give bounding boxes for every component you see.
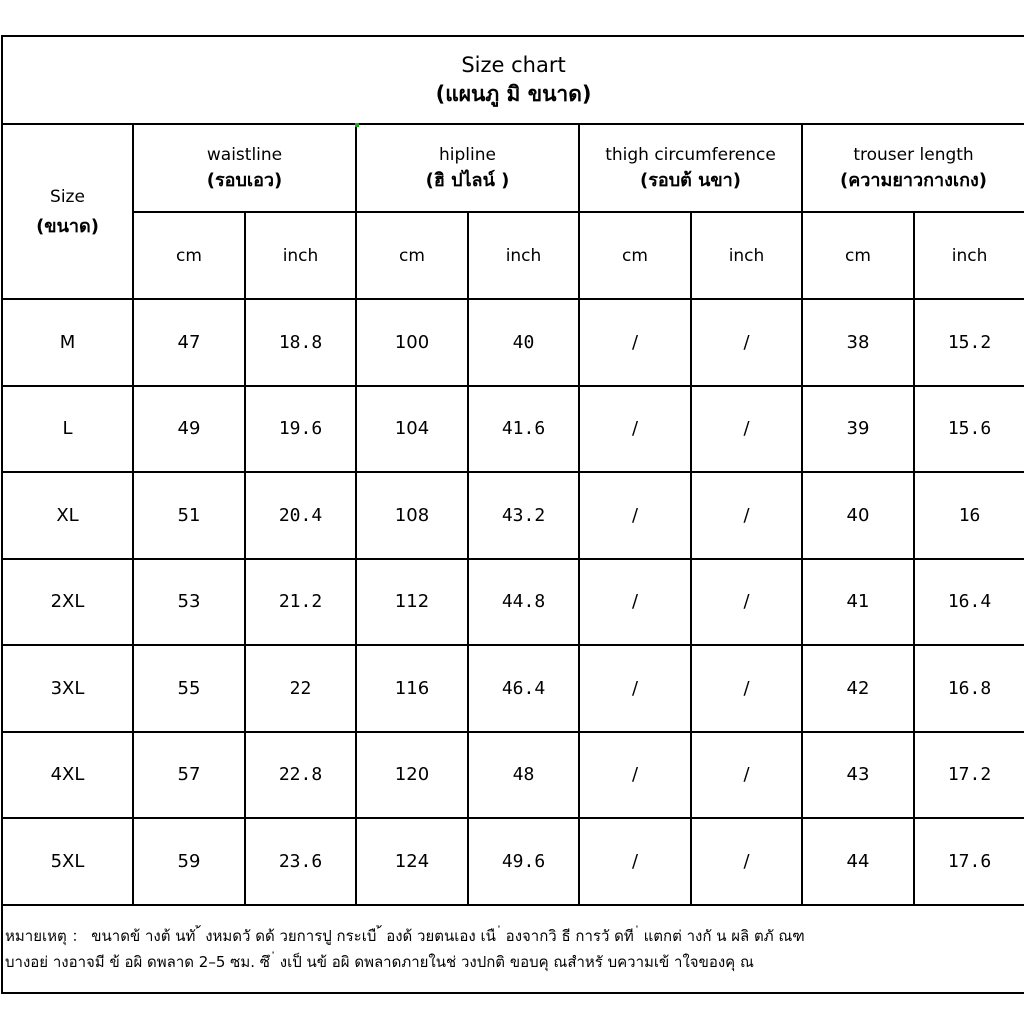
value-cell: 124 — [356, 818, 468, 905]
group-header-trouser-length — [802, 124, 1024, 212]
value-cell: 44 — [802, 818, 914, 905]
value-cell: / — [579, 818, 691, 905]
group-header-label: trouser length — [853, 145, 974, 165]
unit-header: inch — [245, 212, 356, 299]
value-cell: 59 — [133, 818, 245, 905]
value-cell: 41.6 — [468, 386, 579, 473]
value-cell: 104 — [356, 386, 468, 473]
value-cell: 39 — [802, 386, 914, 473]
unit-header: cm — [579, 212, 691, 299]
value-cell: 23.6 — [245, 818, 356, 905]
table-row — [2, 732, 1024, 819]
size-header-label: Size — [50, 186, 85, 207]
value-cell: 21.2 — [245, 559, 356, 646]
value-cell: / — [579, 645, 691, 732]
size-header-label-thai: (ขนาด) — [36, 215, 99, 237]
unit-header: inch — [691, 212, 802, 299]
value-cell: 48 — [468, 732, 579, 819]
value-cell: 17.6 — [914, 818, 1024, 905]
table-row — [2, 472, 1024, 559]
group-header-waistline — [133, 124, 356, 212]
green-marker — [355, 123, 359, 127]
value-cell: 20.4 — [245, 472, 356, 559]
value-cell: 41 — [802, 559, 914, 646]
unit-header: cm — [356, 212, 468, 299]
unit-header: cm — [133, 212, 245, 299]
group-header-label-thai: (ความยาวกางเกง) — [840, 170, 988, 191]
value-cell: / — [691, 386, 802, 473]
value-cell: / — [691, 559, 802, 646]
value-cell: / — [691, 299, 802, 386]
value-cell: 16 — [914, 472, 1024, 559]
group-header-thigh — [579, 124, 802, 212]
size-cell: 5XL — [2, 818, 133, 905]
value-cell: 16.8 — [914, 645, 1024, 732]
value-cell: 40 — [802, 472, 914, 559]
note-line-2: บางอย่ างอาจมี ข้ อผิ ดพลาด 2–5 ซม. ซึ ่ งเป็ นข้ อผิ ดพลาดภายในช่ วงปกติ ขอบคุ ณสำหรั บความเข้ าใจของคุ ณ — [5, 952, 754, 971]
table-row — [2, 299, 1024, 386]
value-cell: 47 — [133, 299, 245, 386]
value-cell: 108 — [356, 472, 468, 559]
value-cell: 57 — [133, 732, 245, 819]
value-cell: 42 — [802, 645, 914, 732]
value-cell: / — [579, 386, 691, 473]
value-cell: 40 — [468, 299, 579, 386]
value-cell: / — [579, 559, 691, 646]
value-cell: / — [691, 818, 802, 905]
value-cell: / — [579, 299, 691, 386]
table-row — [2, 386, 1024, 473]
table-row — [2, 645, 1024, 732]
value-cell: 51 — [133, 472, 245, 559]
value-cell: 49 — [133, 386, 245, 473]
size-cell: 4XL — [2, 732, 133, 819]
value-cell: 18.8 — [245, 299, 356, 386]
value-cell: 46.4 — [468, 645, 579, 732]
value-cell: 43.2 — [468, 472, 579, 559]
group-header-label-thai: (รอบเอว) — [206, 170, 283, 191]
value-cell: 100 — [356, 299, 468, 386]
size-cell: 3XL — [2, 645, 133, 732]
group-header-label-thai: (ฮิ ปไลน์ ) — [425, 170, 510, 191]
value-cell: / — [691, 732, 802, 819]
value-cell: 43 — [802, 732, 914, 819]
group-header-label: thigh circumference — [605, 145, 776, 165]
value-cell: / — [579, 732, 691, 819]
value-cell: 116 — [356, 645, 468, 732]
value-cell: 120 — [356, 732, 468, 819]
value-cell: 44.8 — [468, 559, 579, 646]
value-cell: 49.6 — [468, 818, 579, 905]
size-chart-table — [1, 35, 1024, 994]
chart-title: Size chart — [461, 53, 566, 77]
chart-title-thai: (แผนภู มิ ขนาด) — [435, 82, 592, 106]
unit-header: inch — [914, 212, 1024, 299]
chart-title-cell — [2, 36, 1024, 124]
unit-header: inch — [468, 212, 579, 299]
value-cell: 55 — [133, 645, 245, 732]
group-header-label: hipline — [439, 145, 496, 165]
value-cell: / — [579, 472, 691, 559]
value-cell: / — [691, 645, 802, 732]
value-cell: 15.2 — [914, 299, 1024, 386]
size-cell: XL — [2, 472, 133, 559]
group-header-hipline — [356, 124, 579, 212]
group-header-label: waistline — [206, 145, 283, 165]
value-cell: 53 — [133, 559, 245, 646]
table-row — [2, 559, 1024, 646]
value-cell: 19.6 — [245, 386, 356, 473]
group-header-label-thai: (รอบต้ นขา) — [639, 170, 742, 191]
table-row — [2, 818, 1024, 905]
value-cell: 17.2 — [914, 732, 1024, 819]
value-cell: 15.6 — [914, 386, 1024, 473]
value-cell: 112 — [356, 559, 468, 646]
note-line-1: หมายเหตุ ： ขนาดข้ างต้ นทั ้ งหมดวั ดด้ วยการปู กระเบื ้ องด้ วยตนเอง เนื ่ องจากวิ ธี การวั ดที ่ แตกต่ างกั น ผลิ ตภั ณฑ — [5, 926, 805, 945]
value-cell: 16.4 — [914, 559, 1024, 646]
size-cell: 2XL — [2, 559, 133, 646]
value-cell: 38 — [802, 299, 914, 386]
value-cell: 22 — [245, 645, 356, 732]
size-cell: M — [2, 299, 133, 386]
size-header — [2, 124, 133, 299]
value-cell: 22.8 — [245, 732, 356, 819]
unit-header: cm — [802, 212, 914, 299]
size-cell: L — [2, 386, 133, 473]
note-cell — [2, 905, 1024, 993]
value-cell: / — [691, 472, 802, 559]
